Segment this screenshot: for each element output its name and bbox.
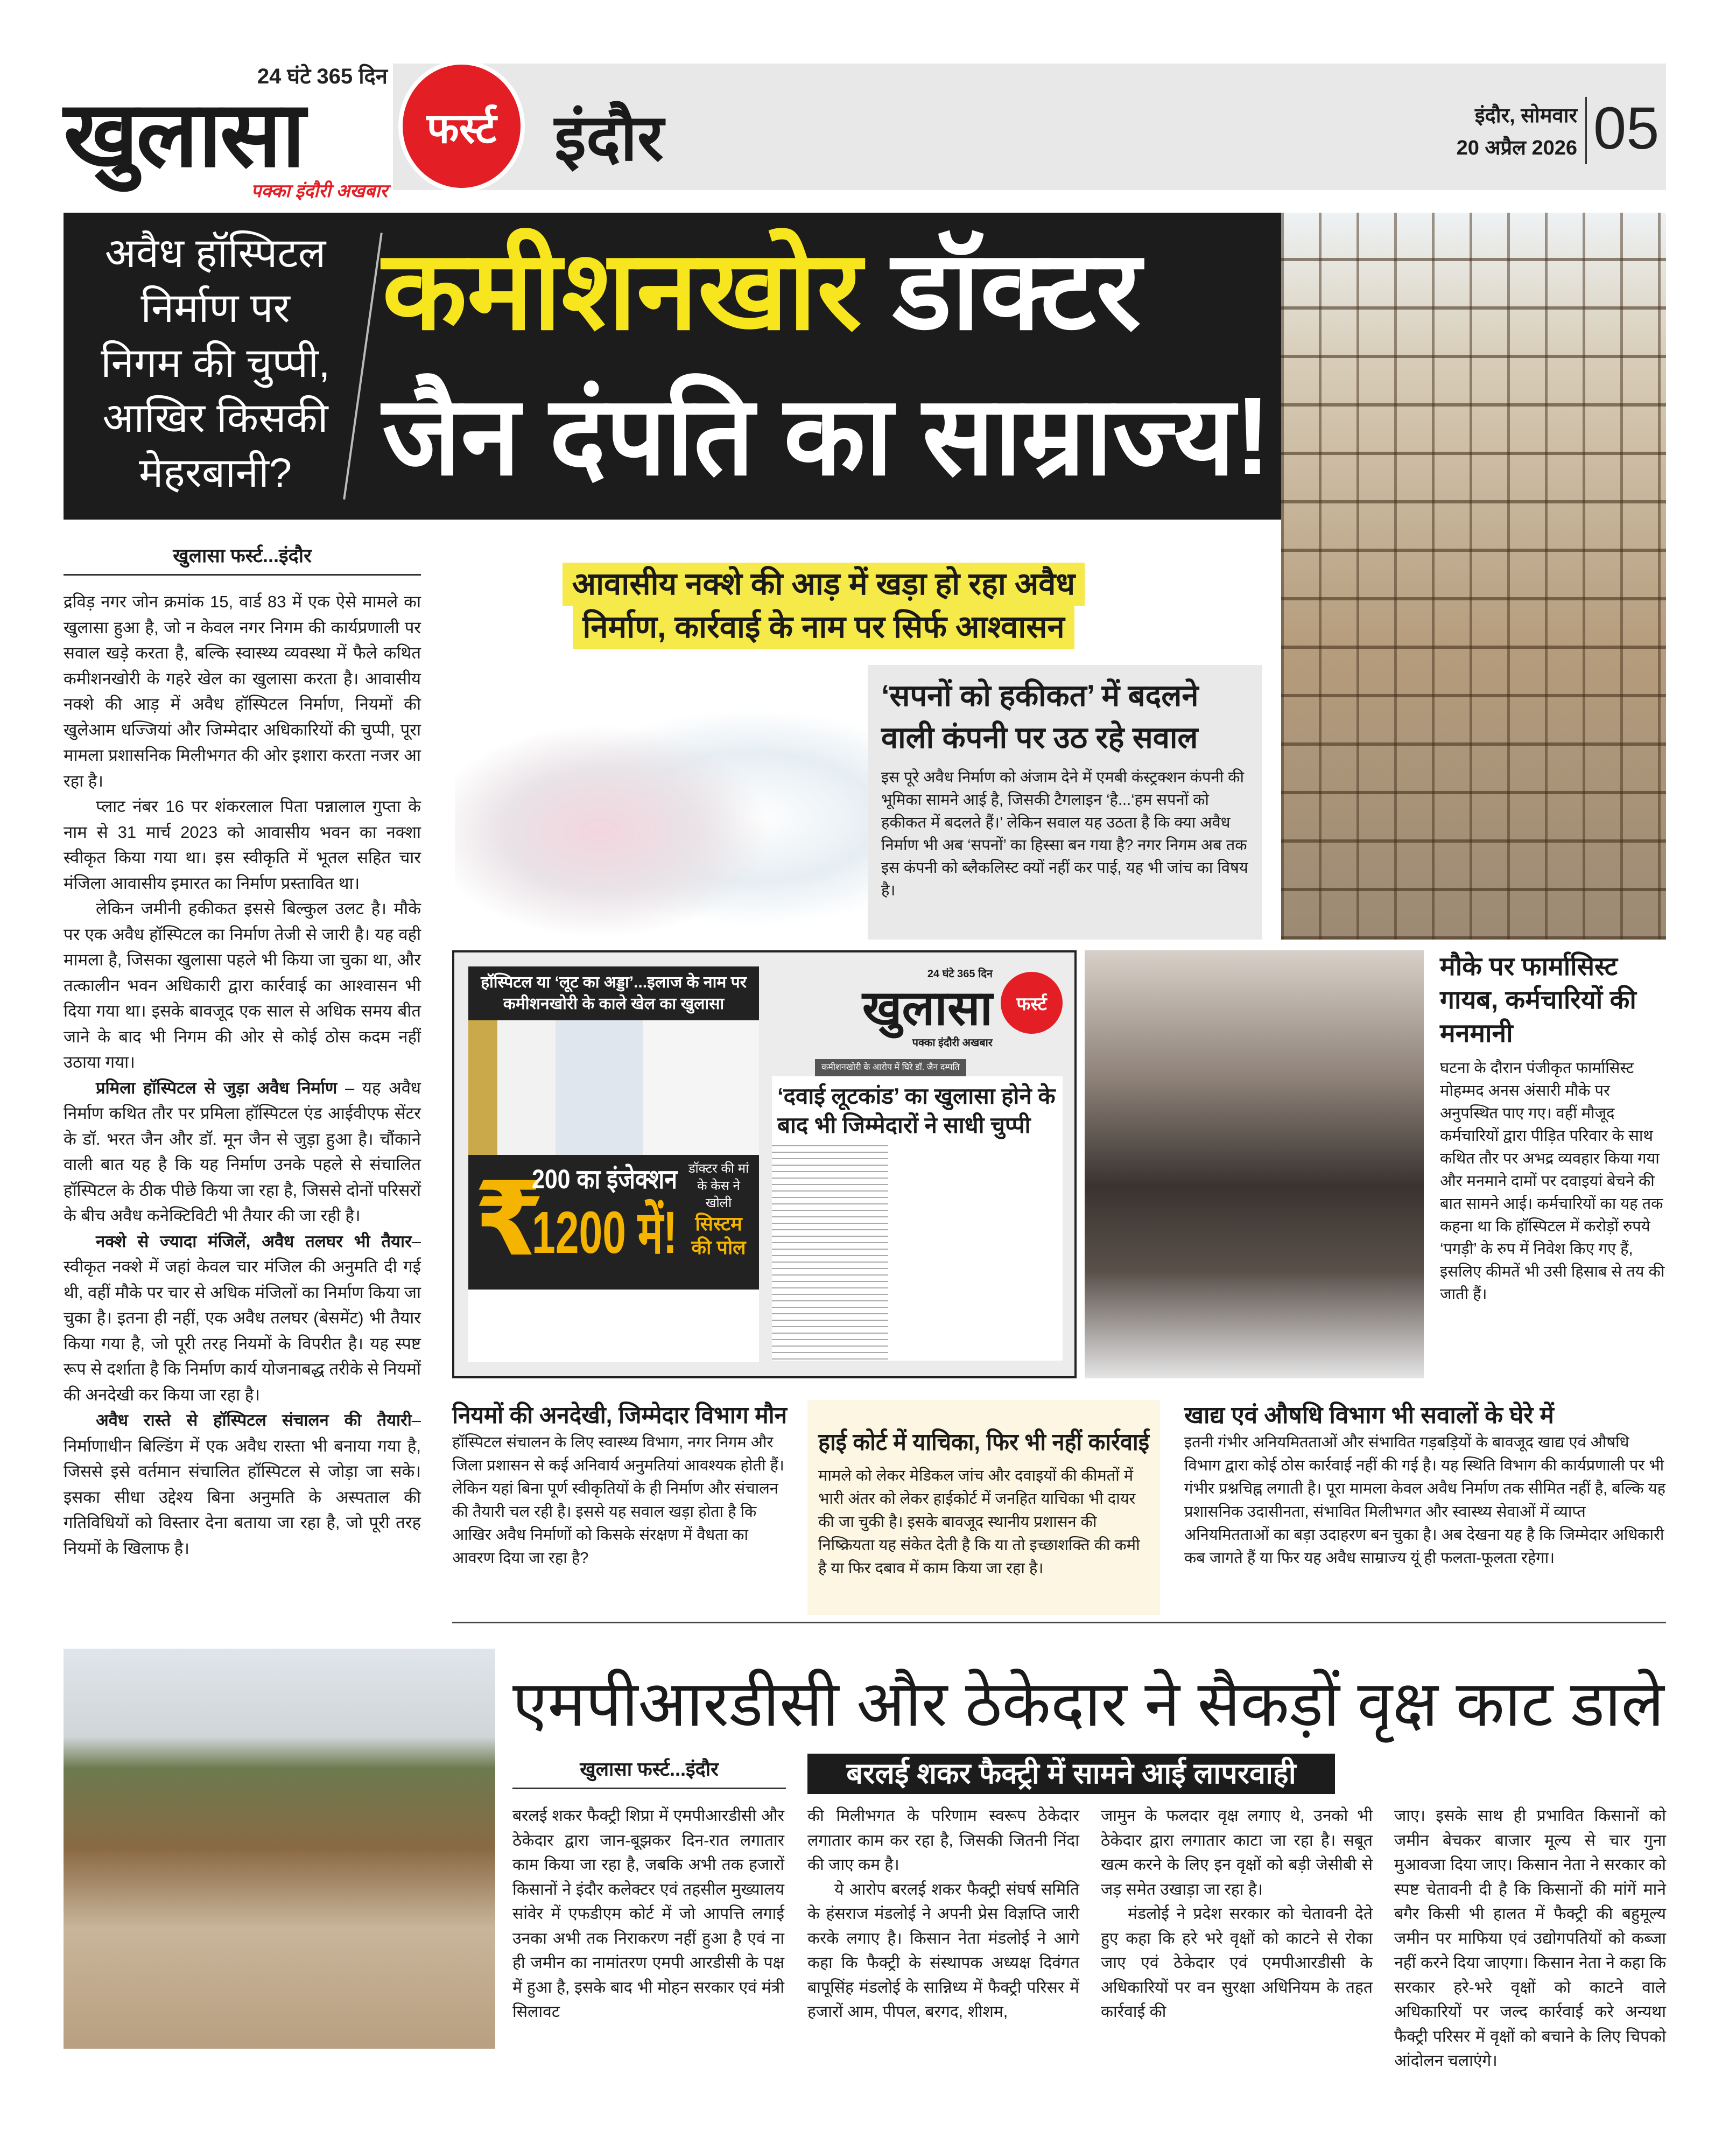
clipping-right-headline: ‘दवाई लूटकांड’ का खुलासा होने के बाद भी जिम्मेदारों ने साधी चुप्पी (772, 1076, 1063, 1145)
second-story-byline: खुलासा फर्स्ट...इंदौर (512, 1756, 786, 1789)
lead-headline-line2 (382, 372, 1270, 501)
paragraph-text: – स्वीकृत नक्शे में जहां केवल चार मंजिल की अनुमति दी गई थी, वहीं मौके पर चार से अधिक मंजिलों का निर्माण किया जा चुका है। इतना ही नहीं, एक अवैध तलघर (बेसमेंट) भी तैयार किया गया है, जो पूरी तरह नियमों के विपरीत है। यह स्पष्ट रूप से दर्शाता है कि निर्माण कार्य योजनाबद्ध तरीके से नियमों की अनदेखी कर किया जा रहा है। (64, 1231, 421, 1404)
logo-name-text: खुलासा (64, 83, 304, 186)
paragraph (64, 589, 421, 794)
paragraph-text: – निर्माणाधीन बिल्डिंग में एक अवैध रास्ता भी बनाया गया है, जिससे इसे वर्तमान संचालित हॉस्पिटल से जोड़ा जा सके। इसका सीधा उद्देश्य बिना अनुमति के अस्पताल की गतिविधियों को विस्तार देना बताया जा रहा है, जो पूरी तरह नियमों के खिलाफ है। (64, 1411, 421, 1558)
cut-trees-field-photo (64, 1649, 495, 2049)
price-line2-text: 1200 में! (532, 1200, 678, 1266)
paragraph (64, 1407, 421, 1561)
price-line2 (532, 1198, 677, 1268)
company-box (868, 665, 1262, 940)
price-side (684, 1160, 754, 1259)
price-lines (532, 1160, 677, 1268)
lead-article-column (64, 543, 421, 1561)
lead-deck (75, 226, 355, 501)
deck-line-text: निर्माण पर (140, 285, 290, 331)
subheadline-line (474, 563, 1173, 606)
date-day: इंदौर, सोमवार (1474, 104, 1577, 127)
price-side-text: डॉक्टर की मां के केस ने खोली (688, 1161, 749, 1210)
mini-logo-name: खुलासा (862, 982, 993, 1035)
paragraph: जामुन के फलदार वृक्ष लगाए थे, उनको भी ठेकेदार द्वारा लगातार काटा जा रहा है। सबूत खत्म करने के लिए इन वृक्षों को बड़ी जेसीबी से जड़ समेत उखाड़ा जा रहा है। (1101, 1807, 1373, 1898)
paragraph (64, 794, 421, 896)
paragraph-lead: अवैध रास्ते से हॉस्पिटल संचालन की तैयारी (96, 1411, 412, 1430)
mini-logo-subtitle: पक्का इंदौरी अखबार (912, 1037, 993, 1049)
fda-text: इतनी गंभीर अनियमितताओं और संभावित गड़बड़ियों के बावजूद खाद्य एवं औषधि विभाग द्वारा कोई ठोस कार्रवाई नहीं की गई है। यह स्थिति विभाग की कार्यप्रणाली पर भी गंभीर प्रश्नचिह्न लगाती है। पूरा मामला केवल अवैध निर्माण तक सीमित नहीं है, बल्कि यह प्रशासनिक उदासीनता, संभावित मिलीभगत और स्वास्थ्य सेवाओं में व्याप्त अनियमितताओं का बड़ा उदाहरण बन चुका है। अब देखना यह है कि जिम्मेदार अधिकारी कब जागते हैं या फिर यह अवैध साम्राज्य यूं ही फलता-फूलता रहेगा। (1184, 1434, 1665, 1567)
deck-line-text: अवैध हॉस्पिटल (104, 230, 326, 276)
company-box-title: ‘सपनों को हकीकत’ में बदलने वाली कंपनी पर उठ रहे सवाल (881, 678, 1199, 754)
paragraph-text: – यह अवैध निर्माण कथित तौर पर प्रमिला हॉस्पिटल एंड आईवीएफ सेंटर के डॉ. भरत जैन और डॉ. मून जैन से जुड़ा हुआ है। चौंकाने वाली बात यह है कि यह निर्माण उनके पहले से संचालित हॉस्पिटल के ठीक पीछे किया जा रहा है, जिससे दोनों परिसरों के बीच अवैध कनेक्टिविटी भी तैयार की जा रही है। (64, 1078, 421, 1225)
page-number-divider (1585, 97, 1587, 164)
paragraph: की मिलीभगत के परिणाम स्वरूप ठेकेदार लगातार काम कर रहा है, जिसकी जितनी निंदा की जाए कम है। (807, 1807, 1079, 1874)
pharmacist-article (1440, 950, 1669, 1306)
deck-line-text: आखिर किसकी (102, 395, 328, 441)
deck-line (75, 226, 355, 281)
paragraph-text: द्रविड़ नगर जोन क्रमांक 15, वार्ड 83 में एक ऐसे मामले का खुलासा हुआ है, जो न केवल नगर निगम की कार्यप्रणाली पर सवाल खड़े करता है, बल्कि स्वास्थ्य व्यवस्था में फैले कथित कमीशनखोरी के गहरे खेल का खुलासा करता है। आवासीय नक्शे की आड़ में अवैध हॉस्पिटल निर्माण, नियमों की खुलेआम धज्जियां और जिम्मेदार अधिकारियों की चुप्पी, पूरा मामला प्रशासनिक मिलीभगत की ओर इशारा करता नजर आ रहा है। (64, 592, 421, 790)
hospital-corridor-photo (1085, 950, 1424, 1378)
paragraph-lead: नक्शे से ज्यादा मंजिलें, अवैध तलघर भी तैयार (96, 1231, 412, 1251)
price-line1 (532, 1160, 677, 1198)
headline-highlight: कमीशनखोर (382, 229, 862, 352)
clipping-left-headline: हॉस्पिटल या ‘लूट का अड्डा’...इलाज के नाम पर कमीशनखोरी के काले खेल का खुलासा (468, 966, 759, 1020)
paragraph (64, 1229, 421, 1408)
dateline (1448, 100, 1577, 164)
highcourt-article (807, 1400, 1160, 1615)
page-number: 05 (1593, 95, 1660, 162)
edition-city: इंदौर (554, 102, 664, 174)
earlier-edition-clipping (452, 950, 1077, 1378)
deck-line-text: निगम की चुप्पी, (100, 340, 331, 386)
pharmacist-text: घटना के दौरान पंजीकृत फार्मासिस्ट मोहम्मद अनस अंसारी मौके पर अनुपस्थित पाए गए। वहीं मौजूद कर्मचारियों द्वारा पीड़ित परिवार के साथ कथित तौर पर अभद्र व्यवहार किया गया और मनमाने दामों पर दवाइयां बेचने की बात सामने आई। कर्मचारियों का यह तक कहना था कि हॉस्पिटल में करोड़ों रुपये ‘पगड़ी’ के रुप में निवेश किए गए हैं, इसलिए कीमतें भी उसी हिसाब से तय की जाती हैं। (1440, 1060, 1665, 1303)
rules-title (452, 1400, 787, 1431)
mini-logo-circle (1001, 972, 1063, 1034)
price-banner (468, 1155, 759, 1290)
paragraph: जाए। इसके साथ ही प्रभावित किसानों को जमीन बेचकर बाजार मूल्य से चार गुना मुआवजा दिया जाए। किसान नेता ने सरकार को स्पष्ट चेतावनी दी है कि किसानों की मांगें माने बगैर किसी भी हालत में फैक्ट्री की बहुमूल्य जमीन पर माफिया एवं उद्योगपतियों को कब्जा नहीं करने दिया जाएगा। किसान नेता ने कहा कि सरकार हरे-भरे वृक्षों को काटने वाले अधिकारियों पर जल्द कार्रवाई करे अन्यथा फैक्ट्री परिसर में वृक्षों को बचाने के लिए चिपको आंदोलन चलाएंगे। (1394, 1807, 1666, 2070)
paragraph-text: प्लाट नंबर 16 पर शंकरलाल पिता पन्नालाल गुप्ता के नाम से 31 मार्च 2023 को आवासीय भवन का नक्शा स्वीकृत किया गया था। इस स्वीकृति में भूतल सहित चार मंजिला आवासीय इमारत का निर्माण प्रस्तावित था। (64, 797, 421, 893)
lead-subheadline (474, 563, 1173, 649)
rupee-icon: ₹ (474, 1162, 545, 1277)
mini-logo-circle-text: फर्स्ट (1016, 993, 1047, 1014)
deck-line (75, 391, 355, 446)
paragraph (64, 896, 421, 1075)
logo-circle (398, 60, 525, 192)
doctor-couple-photo (455, 665, 868, 942)
clipping-right-page (772, 966, 1063, 1362)
paragraph-lead: प्रमिला हॉस्पिटल से जुड़ा अवैध निर्माण (96, 1078, 338, 1097)
section-divider (452, 1622, 1666, 1623)
deck-line (75, 446, 355, 501)
logo-tagline-text: 24 घंटे 365 दिन (257, 65, 388, 88)
highcourt-title (818, 1427, 1149, 1458)
lead-headline-line2-text: जैन दंपति का साम्राज्य! (382, 374, 1271, 498)
lead-article-body (64, 589, 421, 1561)
subheadline-line-text: निर्माण, कार्रवाई के नाम पर सिर्फ आश्वासन (573, 606, 1074, 649)
fda-title-text: खाद्य एवं औषधि विभाग भी सवालों के घेरे में (1184, 1402, 1554, 1428)
second-story-column (1101, 1804, 1373, 2024)
logo-circle-text: फर्स्ट (426, 104, 497, 152)
second-story-subheadline-text: बरलई शकर फैक्ट्री में सामने आई लापरवाही (846, 1757, 1296, 1790)
second-story-headline-text: एमपीआरडीसी और ठेकेदार ने सैकड़ों वृक्ष काट डाले (512, 1669, 1664, 1740)
clipping-left-page (468, 966, 759, 1362)
paragraph: बरलई शकर फैक्ट्री शिप्रा में एमपीआरडीसी और ठेकेदार द्वारा जान-बूझकर दिन-रात लगातार काम किया जा रहा है, जबकि अभी तक हजारों किसानों ने इंदौर कलेक्टर एवं तहसील मुख्यालय सांवेर में एफडीएम कोर्ट में जो आपत्ति लगाई उनका अभी तक निराकरण नहीं हुआ है एवं ना ही जमीन का नामांतरण एमपी आरडीसी के पक्ष में हुआ है, इसके बाद भी मोहन सरकार एवं मंत्री सिलावट (512, 1807, 784, 2021)
medicines-photo (468, 1020, 759, 1155)
clipping-kicker: कमीशनखोरी के आरोप में घिरे डॉ. जैन दम्पति (815, 1059, 966, 1076)
clipping-body-text (772, 1145, 1063, 1361)
paragraph: ये आरोप बरलई शकर फैक्ट्री संघर्ष समिति के हंसराज मंडलोई ने अपनी प्रेस विज्ञप्ति जारी करके लगाए है। किसान नेता मंडलोई ने आगे कहा कि फैक्ट्री के संस्थापक अध्यक्ष दिवंगत बापूसिंह मंडलोई के सान्निध्य में फैक्ट्री परिसर में हजारों आम, पीपल, बरगद, शीशम, (807, 1880, 1079, 2021)
paragraph: मंडलोई ने प्रदेश सरकार को चेतावनी देते हुए कहा कि हरे भरे वृक्षों को काटने से रोका जाए एवं ठेकेदार एवं एमपीआरडीसी के अधिकारियों पर वन सुरक्षा अधिनियम के तहत कार्रवाई की (1101, 1905, 1373, 2021)
highcourt-title-text: हाई कोर्ट में याचिका, फिर भी नहीं कार्रवाई (818, 1429, 1150, 1455)
subheadline-line-text: आवासीय नक्शे की आड़ में खड़ा हो रहा अवैध (563, 563, 1085, 606)
rules-title-text: नियमों की अनदेखी, जिम्मेदार विभाग मौन (452, 1402, 788, 1428)
highcourt-text: मामले को लेकर मेडिकल जांच और दवाइयों की कीमतों में भारी अंतर को लेकर हाईकोर्ट में जनहित याचिका भी दायर की जा चुकी है। इसके बावजूद स्थानीय प्रशासन की निष्क्रियता यह संकेत देती है कि या तो इच्छाशक्ति की कमी है या फिर दबाव में काम किया जा रहा है। (818, 1467, 1140, 1577)
price-side-bold: सिस्टम की पोल (691, 1213, 746, 1258)
mini-logo-tagline: 24 घंटे 365 दिन (927, 968, 993, 980)
second-story-column (807, 1804, 1079, 2024)
byline: खुलासा फर्स्ट...इंदौर (64, 543, 421, 576)
subheadline-line (474, 606, 1173, 649)
logo-name (64, 83, 386, 186)
rules-text: हॉस्पिटल संचालन के लिए स्वास्थ्य विभाग, नगर निगम और जिला प्रशासन से कई अनिवार्य अनुमतियां आवश्यक होती हैं। लेकिन यहां बिना पूर्ण स्वीकृतियों के ही निर्माण और संचालन की तैयारी चल रही है। इससे यह सवाल खड़ा होता है कि आखिर अवैध निर्माणों को किसके संरक्षण में वैधता का आवरण दिया जा रहा है? (452, 1434, 784, 1567)
second-story-subheadline (807, 1754, 1335, 1794)
headline-word: डॉक्टर (892, 229, 1141, 352)
logo-subtitle-text: पक्का इंदौरी अखबार (251, 181, 388, 201)
date-full: 20 अप्रैल 2026 (1456, 137, 1577, 159)
second-story-column (512, 1804, 784, 2024)
second-story-headline (512, 1658, 1666, 1750)
paragraph-text: लेकिन जमीनी हकीकत इससे बिल्कुल उलट है। मौके पर एक अवैध हॉस्पिटल का निर्माण तेजी से जारी है। यह वही मामला है, जिसका खुलासा पहले भी किया जा चुका था, और तत्कालीन भवन अधिकारी द्वारा कार्रवाई का आश्वासन भी दिया गया था। इसके बावजूद एक साल से अधिक समय बीत जाने के बाद भी निगम की ओर से कोई ठोस कदम नहीं उठाया गया। (64, 899, 421, 1071)
company-box-text: इस पूरे अवैध निर्माण को अंजाम देने में एमबी कंस्ट्रक्शन कंपनी की भूमिका सामने आई है, जिसकी टैगलाइन ‘है...‘हम सपनों को हकीकत में बदलते हैं।’ लेकिन सवाल यह उठता है कि क्या अवैध निर्माण भी अब ‘सपनों’ का हिस्सा बन गया है? नगर निगम अब तक इस कंपनी को ब्लैकलिस्ट क्यों नहीं कर पाई, यह भी जांच का विषय है। (881, 769, 1248, 899)
price-line1-text: 200 का इंजेक्शन (532, 1164, 677, 1194)
lead-headline-line1 (382, 226, 1270, 355)
second-story-column (1394, 1804, 1666, 2073)
construction-building-photo (1281, 213, 1666, 940)
deck-line-text: मेहरबानी? (138, 450, 292, 496)
paragraph (64, 1075, 421, 1229)
fda-title (1184, 1400, 1666, 1431)
pharmacist-title: मौके पर फार्मासिस्ट गायब, कर्मचारियों की मनमानी (1440, 952, 1636, 1048)
rules-article (452, 1400, 787, 1570)
fda-article (1184, 1400, 1666, 1570)
deck-line (75, 281, 355, 336)
logo-subtitle (178, 180, 388, 202)
deck-line (75, 336, 355, 391)
